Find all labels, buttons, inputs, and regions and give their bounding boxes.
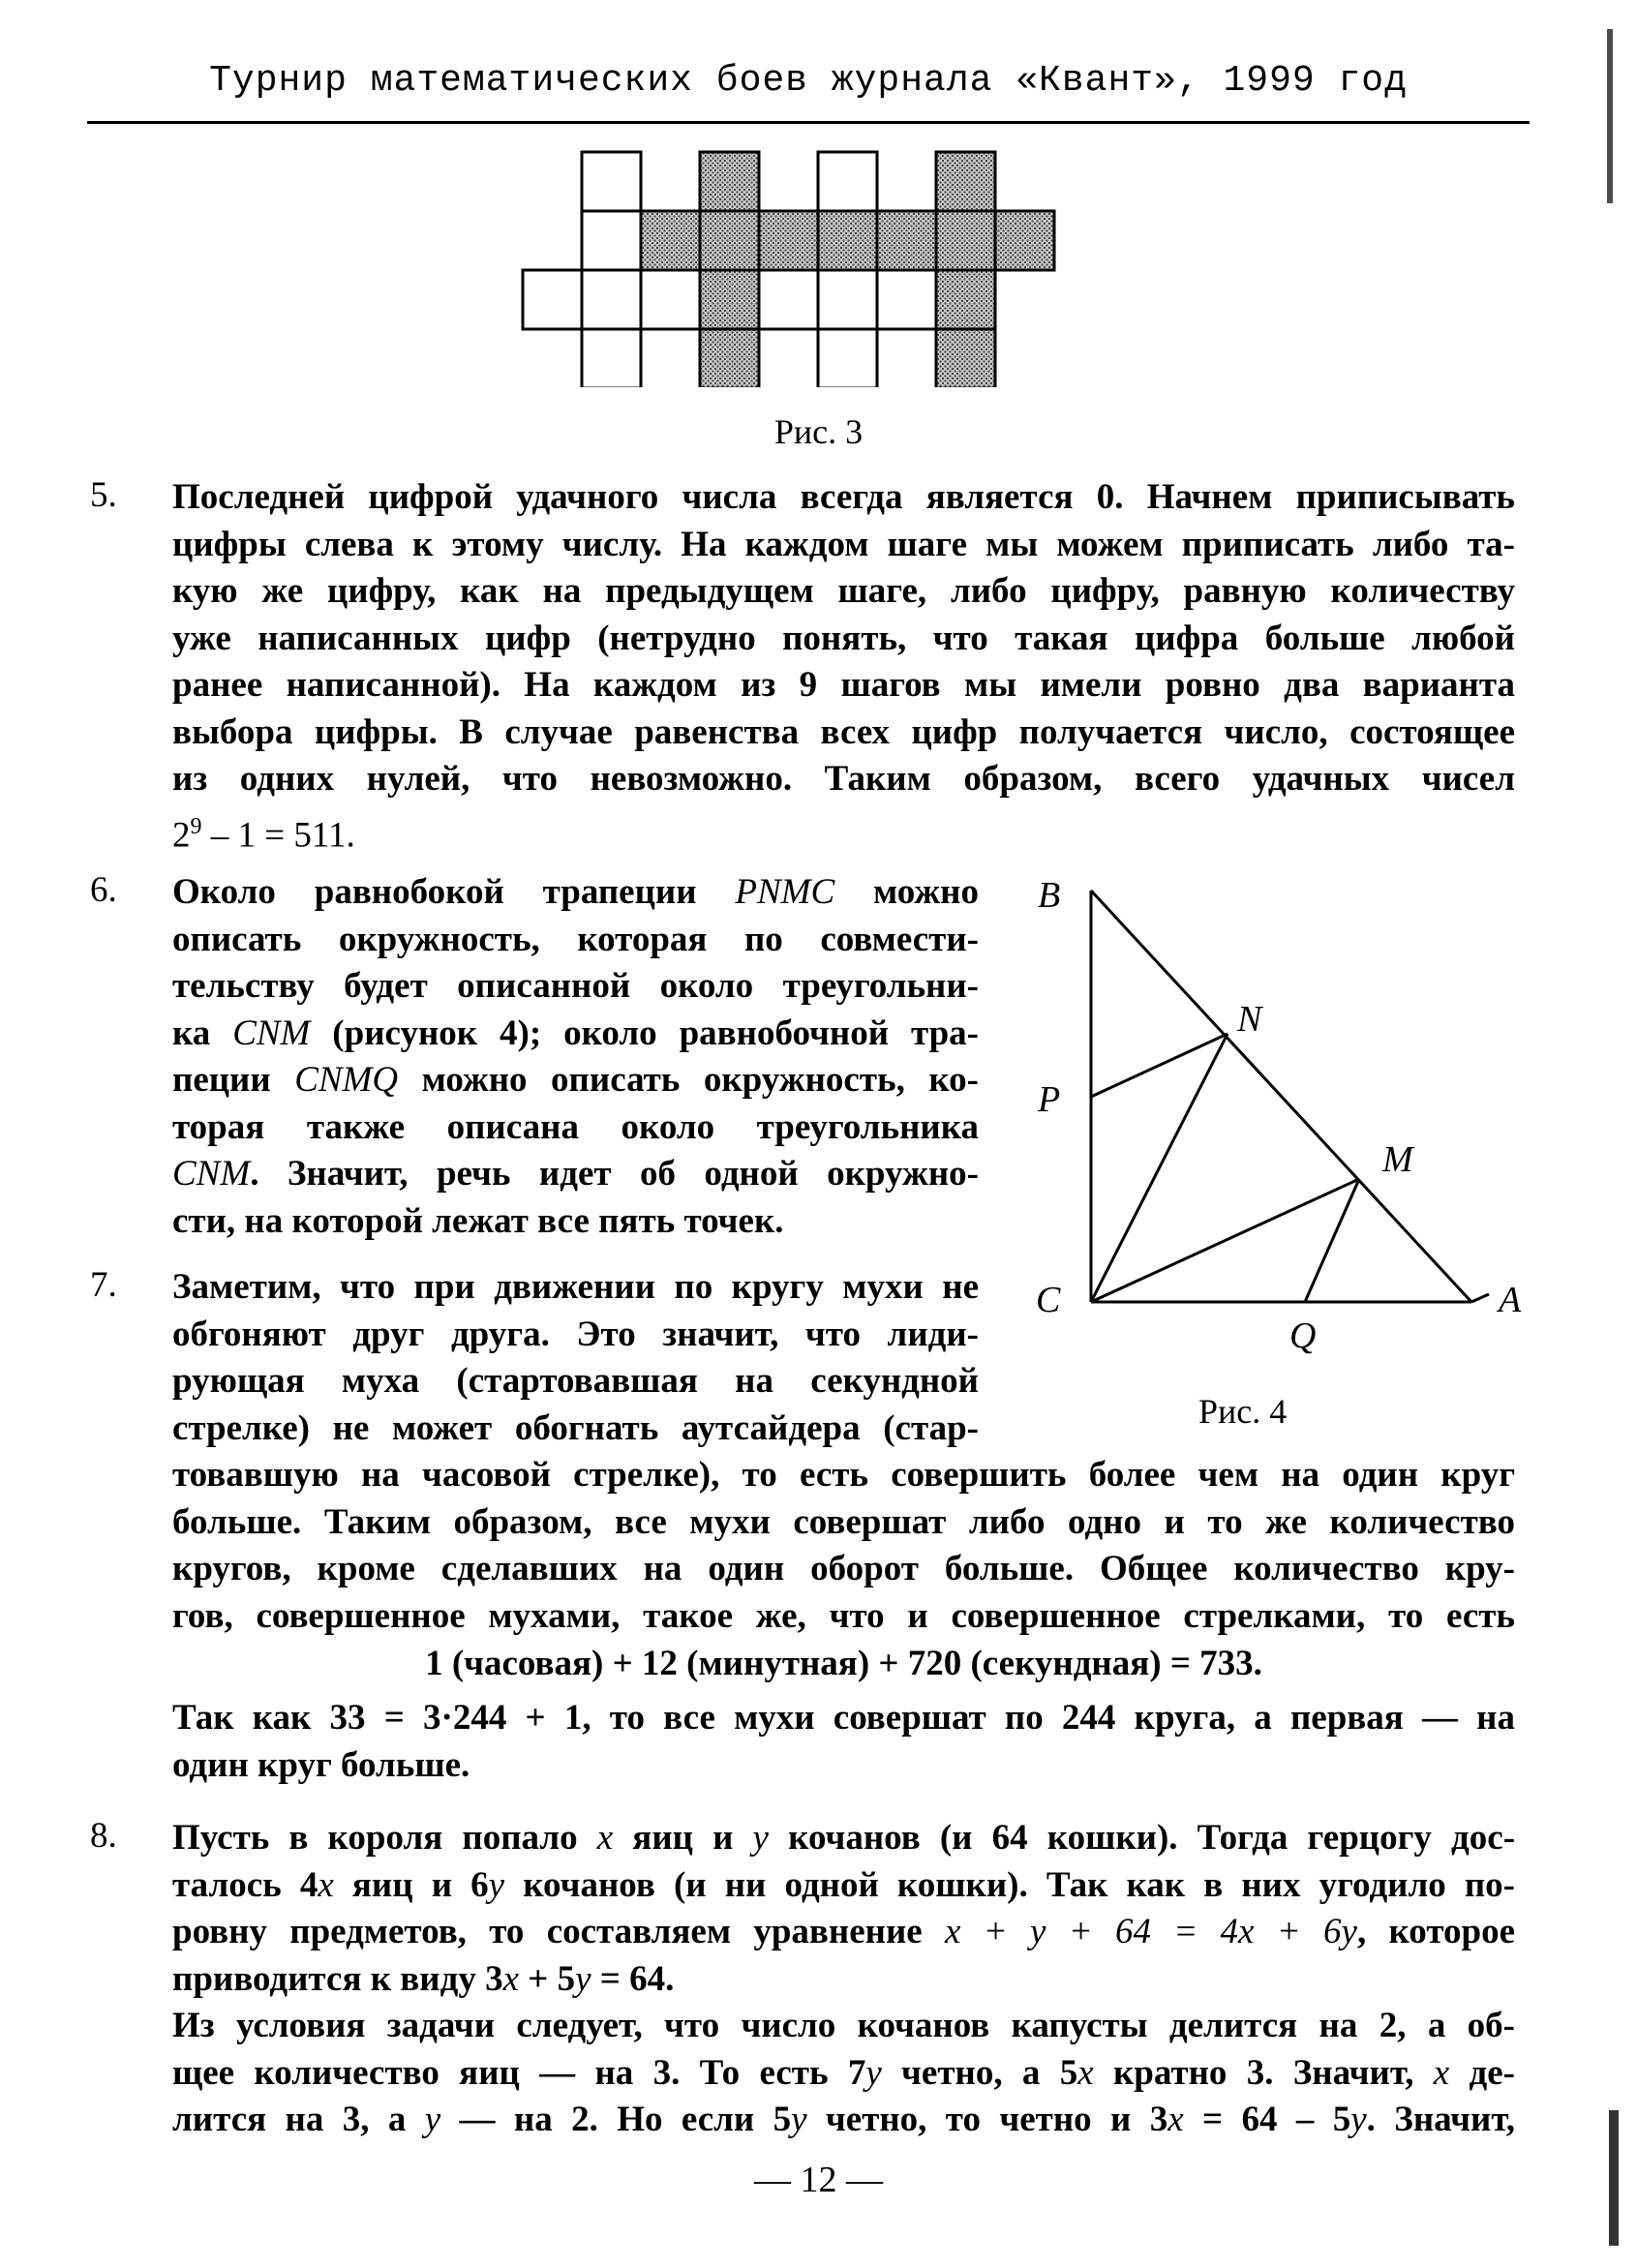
segment-PN [1091, 1034, 1228, 1097]
text-line: обгоняют друг друга. Это значит, что лиди- [172, 1314, 979, 1354]
text-line: торая также описана около треугольника [172, 1106, 979, 1147]
grid-cell-empty [582, 270, 641, 329]
label-B: B [1038, 875, 1061, 916]
text-line: тельству будет описанной около треугольни- [172, 966, 979, 1006]
text-line: больше. Таким образом, все мухи совершат либо одно и то же количество [172, 1501, 1515, 1542]
text-line: кую же цифру, как на предыдущем шаге, либо цифру, равную количеству [172, 571, 1515, 611]
grid-cell-shaded [936, 152, 995, 211]
segment-MQ [1305, 1179, 1359, 1302]
text-line: приводится к виду 3x + 5y = 64. [172, 1958, 675, 1999]
header-rule [87, 121, 1530, 124]
grid-cell-empty [877, 270, 936, 329]
text-line: кругов, кроме сделавших на один оборот больше. Общее количество кру- [172, 1549, 1515, 1588]
text-line: щее количество яиц — на 3. То есть 7y четно, а 5x кратно 3. Значит, x де- [172, 2052, 1515, 2093]
grid-cell-shaded [818, 211, 877, 270]
grid-cell-shaded [877, 211, 936, 270]
grid-cell-shaded [759, 211, 818, 270]
item-number-7: 7. [90, 1265, 117, 1305]
solution-7-end [172, 1695, 1515, 1789]
grid-cell-empty [582, 329, 641, 387]
grid-cell-empty [582, 211, 641, 270]
page-number: — 12 — [754, 2160, 883, 2200]
text-line: товавшую на часовой стрелке), то есть совершить более чем на один круг [172, 1455, 1515, 1495]
text-line: один круг больше. [172, 1744, 470, 1785]
segment-BA [1091, 891, 1471, 1302]
scan-artifact [1607, 29, 1613, 203]
text-line: пеции CNMQ можно описать окружность, ко- [172, 1060, 979, 1100]
text-line: талось 4x яиц и 6y кочанов (и ни одной кошки). Так как в них угодило по- [172, 1864, 1516, 1905]
grid-cell-empty [641, 270, 700, 329]
solution-6 [172, 869, 979, 1245]
figure-3-caption: Рис. 3 [773, 412, 864, 451]
text-line: описать окружность, которая по совмести- [172, 919, 979, 959]
text-line: Заметим, что при движении по кругу мухи не [172, 1267, 979, 1307]
grid-cell-empty [818, 152, 877, 211]
grid-cell-shaded [700, 152, 759, 211]
text-line: Так как 33 = 3·244 + 1, то все мухи совершат по 244 круга, а первая — на [172, 1698, 1515, 1738]
grid-cell-empty [759, 270, 818, 329]
text-line: Около равнобокой трапеции PNMC можно [172, 872, 979, 912]
text-line: лится на 3, а y — на 2. Но если 5y четно, то четно и 3x = 64 – 5y. Значит, [172, 2100, 1515, 2139]
item-number-6: 6. [90, 870, 117, 910]
label-N: N [1237, 999, 1262, 1040]
text-line: Из условия задачи следует, что число кочанов капусты делится на 2, а об- [172, 2006, 1515, 2045]
text-line: цифры слева к этому числу. На каждом шаге мы можем приписать либо та- [172, 524, 1515, 564]
text-line: гов, совершенное мухами, такое же, что и совершенное стрелками, то есть [172, 1595, 1515, 1636]
segment-CM [1091, 1179, 1359, 1302]
grid-cell-shaded [641, 211, 700, 270]
grid-cell-shaded [936, 211, 995, 270]
formula-733: 1 (часовая) + 12 (минутная) + 720 (секундная) = 733. [425, 1644, 1262, 1683]
grid-cell-shaded [700, 270, 759, 329]
label-P: P [1038, 1079, 1061, 1120]
solution-7-wide [172, 1452, 1515, 1640]
text-line: ка CNM (рисунок 4); около равнобочной тра- [172, 1013, 979, 1053]
text-line: ранее написанной). На каждом из 9 шагов мы имели ровно два варианта [172, 665, 1515, 705]
solution-8 [172, 1815, 1515, 2144]
text-line: Последней цифрой удачного числа всегда является 0. Начнем приписывать [172, 477, 1515, 517]
figure-4-triangle [1016, 866, 1559, 1360]
grid-cell-empty [582, 152, 641, 211]
grid-cell-shaded [936, 329, 995, 387]
scan-artifact [1609, 2110, 1619, 2246]
text-line: рующая муха (стартовавшая на секундной [172, 1361, 979, 1401]
tick-A [1471, 1294, 1489, 1302]
grid-cell-shaded [700, 329, 759, 387]
grid-cell-empty [818, 329, 877, 387]
running-header: Турнир математических боев журнала «Квант», 1999 год [209, 60, 1408, 102]
solution-5 [172, 474, 1515, 859]
segment-CN [1091, 1034, 1228, 1302]
text-line: сти, на которой лежат все пять точек. [172, 1200, 784, 1241]
text-line: Пусть в короля попало x яиц и y кочанов (и 64 кошки). Тогда герцогу дос- [172, 1818, 1516, 1858]
item-number-8: 8. [90, 1816, 117, 1856]
text-line: из одних нулей, что невозможно. Таким образом, всего удачных чисел [172, 759, 1515, 799]
figure-3-grid [521, 150, 1063, 387]
label-A: A [1499, 1280, 1522, 1320]
grid-cell-empty [818, 270, 877, 329]
grid-cell-shaded [700, 211, 759, 270]
solution-7-narrow [172, 1264, 979, 1452]
text-line: стрелке) не может обогнать аутсайдера (стар- [172, 1407, 979, 1448]
text-line: выбора цифры. В случае равенства всех цифр получается число, состоящее [172, 711, 1515, 752]
grid-cell-shaded [936, 270, 995, 329]
label-Q: Q [1289, 1315, 1317, 1356]
label-C: C [1036, 1280, 1061, 1320]
text-line: CNM. Значит, речь идет об одной окружно- [172, 1154, 979, 1194]
item-number-5: 5. [90, 475, 117, 515]
formula-511: $2^9 - 1 = 511$. [172, 813, 355, 855]
text-line: ровну предметов, то составляем уравнение x + y + 64 = 4x + 6y, которое [172, 1912, 1516, 1951]
label-M: M [1382, 1139, 1413, 1180]
text-line: уже написанных цифр (нетрудно понять, что такая цифра больше любой [172, 618, 1515, 658]
figure-4-caption: Рис. 4 [1198, 1392, 1288, 1431]
grid-cell-shaded [995, 211, 1054, 270]
grid-cell-empty [523, 270, 582, 329]
